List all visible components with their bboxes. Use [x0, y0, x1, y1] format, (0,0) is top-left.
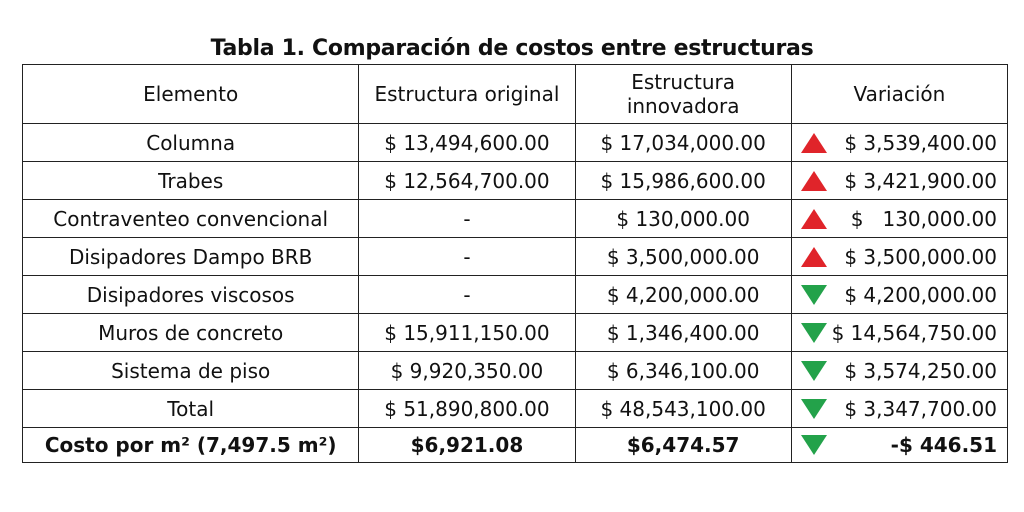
variation-value: $ 3,500,000.00 — [844, 244, 997, 269]
variation-value: $ 4,200,000.00 — [844, 282, 997, 307]
cell-elemento: Costo por m² (7,497.5 m²) — [23, 428, 359, 463]
table-row — [23, 124, 1008, 162]
triangle-down-icon — [800, 322, 828, 344]
cell-estructura-original: $ 9,920,350.00 — [359, 352, 575, 390]
cell-elemento: Muros de concreto — [23, 314, 359, 352]
cell-estructura-innovadora: $ 1,346,400.00 — [575, 314, 791, 352]
cell-variacion — [791, 428, 1007, 463]
table-row — [23, 428, 1008, 463]
triangle-up-icon — [800, 132, 828, 154]
cell-variacion — [791, 352, 1007, 390]
cell-estructura-original: - — [359, 238, 575, 276]
triangle-up-icon — [800, 208, 828, 230]
cell-elemento: Columna — [23, 124, 359, 162]
header-elemento: Elemento — [23, 65, 359, 124]
cell-estructura-innovadora: $ 4,200,000.00 — [575, 276, 791, 314]
variation-value: $ 130,000.00 — [850, 206, 997, 231]
variation-value: -$ 446.51 — [890, 433, 997, 457]
cell-variacion — [791, 238, 1007, 276]
cell-elemento: Disipadores Dampo BRB — [23, 238, 359, 276]
table-row — [23, 390, 1008, 428]
cell-estructura-original: - — [359, 200, 575, 238]
triangle-down-icon — [800, 284, 828, 306]
table-row — [23, 352, 1008, 390]
cell-elemento: Contraventeo convencional — [23, 200, 359, 238]
cell-estructura-original: $ 51,890,800.00 — [359, 390, 575, 428]
cell-variacion — [791, 276, 1007, 314]
triangle-up-icon — [800, 246, 828, 268]
table-row — [23, 238, 1008, 276]
table-body — [23, 124, 1008, 463]
table-row — [23, 162, 1008, 200]
cell-estructura-original: $ 13,494,600.00 — [359, 124, 575, 162]
cell-variacion — [791, 314, 1007, 352]
triangle-down-icon — [800, 398, 828, 420]
cell-elemento: Total — [23, 390, 359, 428]
cell-variacion — [791, 162, 1007, 200]
variation-value: $ 3,574,250.00 — [844, 358, 997, 383]
table-row — [23, 276, 1008, 314]
cell-estructura-innovadora: $ 3,500,000.00 — [575, 238, 791, 276]
cell-variacion — [791, 124, 1007, 162]
cell-estructura-innovadora: $6,474.57 — [575, 428, 791, 463]
table-row — [23, 314, 1008, 352]
cell-estructura-innovadora: $ 15,986,600.00 — [575, 162, 791, 200]
variation-value: $ 3,421,900.00 — [844, 168, 997, 193]
variation-value: $ 3,539,400.00 — [844, 130, 997, 155]
cell-estructura-innovadora: $ 48,543,100.00 — [575, 390, 791, 428]
table-row — [23, 200, 1008, 238]
cell-estructura-innovadora: $ 6,346,100.00 — [575, 352, 791, 390]
cell-estructura-original: $ 15,911,150.00 — [359, 314, 575, 352]
header-estructura-original: Estructura original — [359, 65, 575, 124]
header-variacion: Variación — [791, 65, 1007, 124]
triangle-down-icon — [800, 434, 828, 456]
cell-elemento: Disipadores viscosos — [23, 276, 359, 314]
triangle-up-icon — [800, 170, 828, 192]
cost-comparison-table — [22, 64, 1008, 463]
cell-estructura-original: $ 12,564,700.00 — [359, 162, 575, 200]
cell-estructura-original: - — [359, 276, 575, 314]
triangle-down-icon — [800, 360, 828, 382]
header-estructura-innovadora: Estructura innovadora — [575, 65, 791, 124]
cell-estructura-innovadora: $ 130,000.00 — [575, 200, 791, 238]
cell-elemento: Sistema de piso — [23, 352, 359, 390]
cell-variacion — [791, 200, 1007, 238]
table-title: Tabla 1. Comparación de costos entre estructuras — [210, 36, 814, 61]
cell-elemento: Trabes — [23, 162, 359, 200]
cell-estructura-innovadora: $ 17,034,000.00 — [575, 124, 791, 162]
table-header-row — [23, 65, 1008, 124]
variation-value: $ 14,564,750.00 — [831, 320, 997, 345]
variation-value: $ 3,347,700.00 — [844, 396, 997, 421]
cell-variacion — [791, 390, 1007, 428]
cell-estructura-original: $6,921.08 — [359, 428, 575, 463]
